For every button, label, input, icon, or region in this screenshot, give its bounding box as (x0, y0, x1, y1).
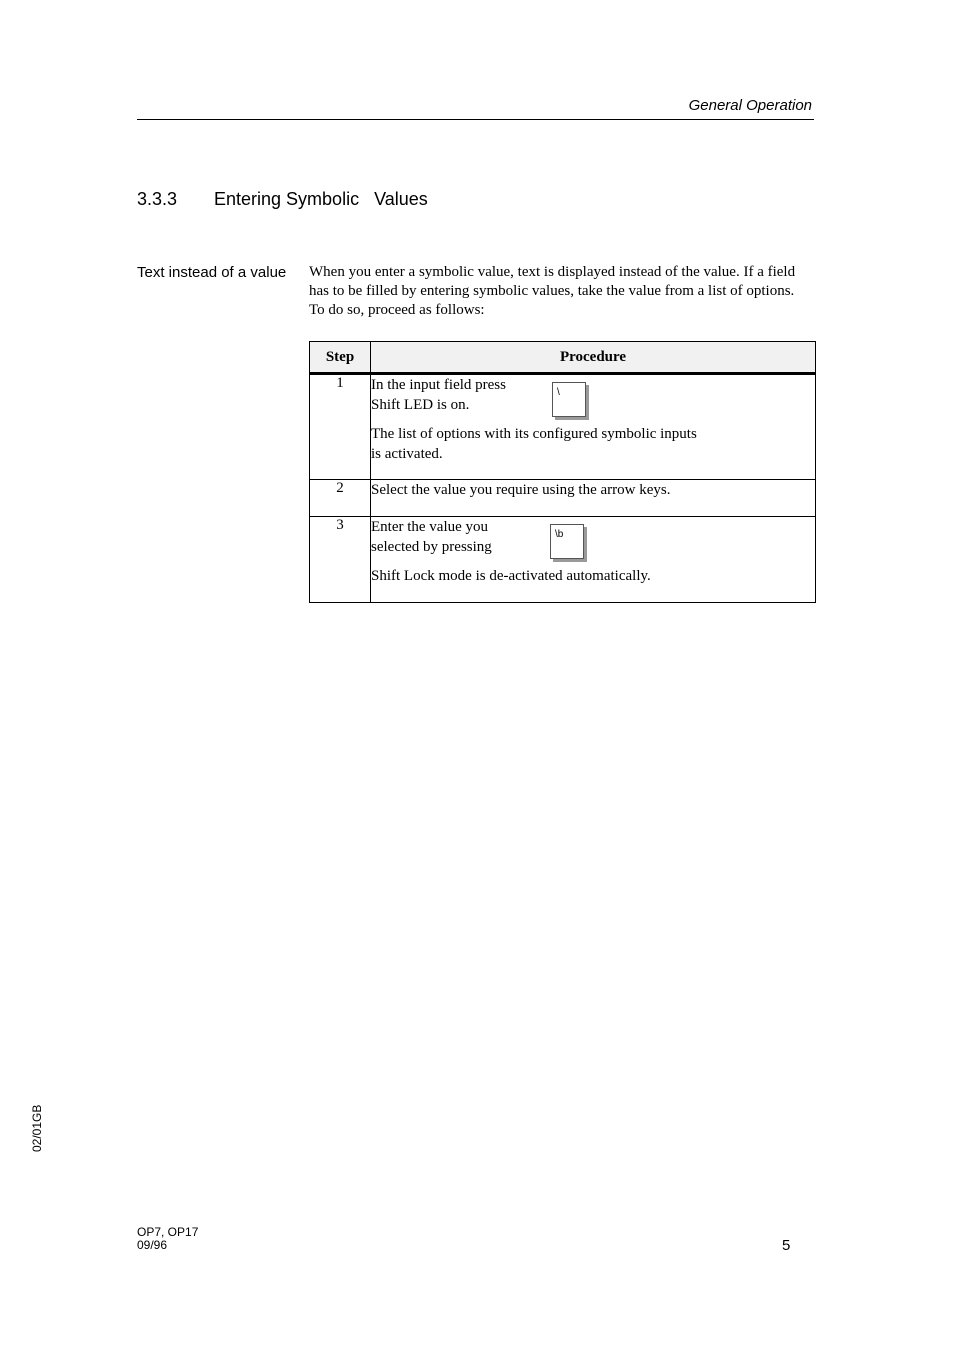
procedure-text: Select the value you require using the arrow keys. (371, 482, 671, 498)
footer-product-name: OP7, OP17 (137, 1225, 199, 1239)
procedure-text: is activated. (371, 446, 443, 462)
page-number: 5 (782, 1237, 791, 1254)
procedure-table (309, 341, 816, 603)
footer-product (137, 1226, 198, 1252)
footer-date: 09/96 (137, 1238, 168, 1252)
header-step: Step (310, 342, 371, 374)
procedure-text: Shift Lock mode is de-activated automatically. (371, 568, 651, 584)
procedure-text: In the input field press (371, 377, 506, 393)
table-row (310, 517, 816, 603)
procedure-text: selected by pressing (371, 539, 492, 555)
header-rule (137, 119, 814, 120)
section-number: 3.3.3 (137, 189, 178, 209)
section-title: Entering Symbolic Values (214, 189, 428, 209)
step-number: 3 (310, 517, 371, 603)
table-row (310, 480, 816, 517)
table-row (310, 374, 816, 480)
step-number: 2 (310, 480, 371, 517)
procedure-cell (371, 480, 816, 517)
procedure-text: Shift LED is on. (371, 397, 470, 413)
enter-key-icon: \b (550, 524, 584, 559)
document-code: 02/01GB (30, 1104, 44, 1152)
margin-label: Text instead of a value (137, 264, 287, 281)
running-header: General Operation (688, 97, 812, 114)
header-procedure: Procedure (371, 342, 816, 374)
shift-key-icon: \ (552, 382, 586, 417)
procedure-cell (371, 517, 816, 603)
step-number: 1 (310, 374, 371, 480)
procedure-cell (371, 374, 816, 480)
procedure-text: The list of options with its configured symbolic inputs (371, 426, 697, 442)
intro-paragraph: When you enter a symbolic value, text is displayed instead of the value. If a field has to be filled by entering symbolic values, take the value from a list of options. To do so, proceed as follows: (309, 264, 796, 318)
table-header-row (310, 342, 816, 374)
procedure-text: Enter the value you (371, 519, 489, 535)
